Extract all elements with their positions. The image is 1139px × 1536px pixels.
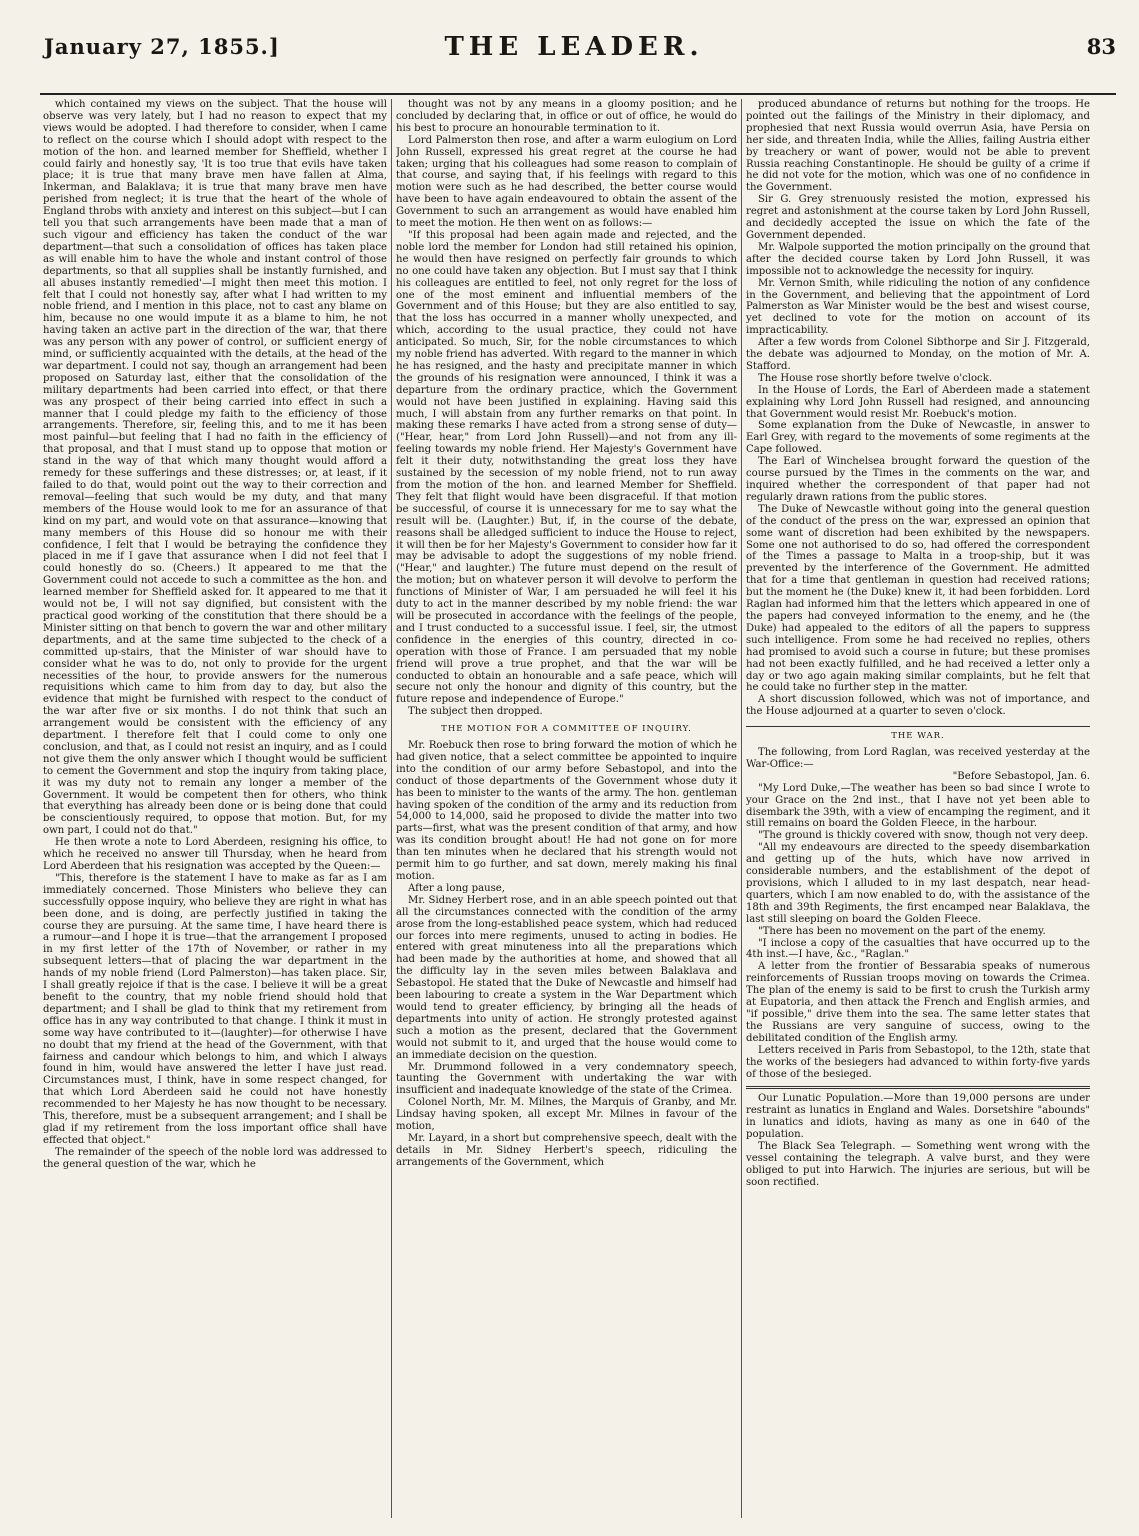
paragraph: The Black Sea Telegraph. — Something went wrong with the vessel containing the telegraph. A valve burst, and they were obliged to put into Harwich. The injuries are serious, but will be soon rectified.: [746, 1141, 1090, 1188]
paragraph: Letters received in Paris from Sebastopol, to the 12th, state that the works of the besiegers had advanced to within forty-five yards of those of the besieged.: [746, 1044, 1090, 1080]
paragraph: Colonel North, Mr. M. Milnes, the Marquis of Granby, and Mr. Lindsay having spoken, all except Mr. Milnes in favour of the motion,: [396, 1097, 737, 1133]
paragraph: Mr. Roebuck then rose to bring forward the motion of which he had given notice, that a select committee be appointed to inquire into the condition of our army before Sebastopol, and into the conduct of those departments of the Government whose duty it has been to minister to the wants of the army. The hon. gentleman having spoken of the condition of the army and its reduction from 54,000 to 14,000, said he proposed to divide the matter into two parts—first, what was the present condition of that army, and how was its condition brought about! He had not gone on for more than ten minutes when he declared that his strength would not permit him to go further, and sat down, merely making his final motion.: [396, 740, 737, 882]
paragraph: "The ground is thickly covered with snow, though not very deep.: [758, 830, 1089, 842]
dateline: "Before Sebastopol, Jan. 6.: [952, 770, 1090, 782]
section-separator: [746, 1086, 1090, 1089]
issue-date: January 27, 1855.]: [44, 34, 280, 59]
paragraph: Mr. Layard, in a short but comprehensive speech, dealt with the details in Mr. Sidney Herbert's speech, ridiculing the arrangements of the Government, which: [396, 1132, 737, 1168]
paragraph: Lord Palmerston then rose, and after a warm eulogium on Lord John Russell, expressed his great regret at the course he had taken; urging that his colleagues had some reason to complain of that course, and saying that, if his feelings with regard to this motion were such as he had described, the better course would have been to have again endeavoured to obtain the assent of the Government to such an arrangement as would have enabled him to meet the motion. He then went on as follows:—: [396, 134, 737, 230]
column-1: [43, 99, 387, 1518]
paragraph: Mr. Sidney Herbert rose, and in an able speech pointed out that all the circumstances connected with the condition of the army arose from the long-established peace system, which had reduced our forces into mere regiments, unused to acting in bodies. He entered with great minuteness into all the preparations which had been made by the authorities at home, and showed that all the difficulty lay in the seven miles between Balaklava and Sebastopol. He stated that the Duke of Newcastle and himself had been labouring to create a system in the War Department which would tend to greater efficiency, by bringing all the heads of departments into unity of action. He strongly protested against such a motion as the present, declared that the Government would not submit to it, and urged that the house would come to an immediate decision on the question.: [396, 894, 737, 1061]
paragraph: "All my endeavours are directed to the speedy disembarkation and getting up of the huts, which have now arrived in considerable numbers, and the establishment of the depot of provisions, which I alluded to in my last despatch, near head-quarters, which I am now enabled to do, with the assistance of the 18th and 39th Regiments, the first encamped near Balaklava, the last still sleeping on board the Golden Fleece.: [746, 842, 1090, 925]
paragraph: The House rose shortly before twelve o'clock.: [758, 372, 993, 384]
paragraph: The Duke of Newcastle without going into the general question of the conduct of the press on the war, expressed an opinion that some want of discretion had been exhibited by the newspapers. Some one not authorised to do so, had offered the correspondent of the Times a passage to Malta in a troop-ship, but it was prevented by the interference of the Government. He admitted that for a time that gentleman in question had received rations; but the moment he (the Duke) knew it, it had been forbidden. Lord Raglan had informed him that the letters which appeared in one of the papers had conveyed information to the enemy, and he (the Duke) had appealed to the editors of all the papers to suppress such intelligence. From some he had received no replies, others had promised to avoid such a course in future; but these promises had not been exactly fulfilled, and he had received a letter only a day or two ago again making similar complaints, but he felt that he could take no further step in the matter.: [746, 503, 1090, 694]
column-divider-1: [391, 99, 392, 1518]
newspaper-title: THE LEADER.: [444, 32, 704, 62]
column-3: [746, 99, 1090, 1518]
masthead: [30, 34, 1118, 72]
paragraph: Mr. Drummond followed in a very condemnatory speech, taunting the Government with undertaking the war with insufficient and inadequate knowledge of the state of the Crimea.: [396, 1061, 737, 1097]
paragraph: "My Lord Duke,—The weather has been so bad since I wrote to your Grace on the 2nd inst., that I have not yet been able to disembark the 39th, with a view of encamping the regiment, and it still remains on board the Golden Fleece, in the harbour.: [746, 782, 1090, 830]
paragraph: The Earl of Winchelsea brought forward the question of the course pursued by the Times in the comments on the war, and inquired whether the correspondent of that paper had not regularly drawn rations from the public stores.: [746, 456, 1090, 503]
paragraph: Some explanation from the Duke of Newcastle, in answer to Earl Grey, with regard to the movements of some regiments at the Cape followed.: [746, 420, 1090, 456]
paragraph: The remainder of the speech of the noble lord was addressed to the general question of the war, which he: [43, 1146, 387, 1170]
paragraph: Sir G. Grey strenuously resisted the motion, expressed his regret and astonishment at the course taken by Lord John Russell, and decidedly accepted the issue on which the fate of the Government depended.: [746, 194, 1090, 241]
column-divider-2: [741, 99, 742, 1518]
paragraph: "There has been no movement on the part of the enemy.: [758, 925, 1046, 937]
paragraph: A letter from the frontier of Bessarabia speaks of numerous reinforcements of Russian troops moving on towards the Crimea. The plan of the enemy is said to be first to crush the Turkish army at Eupatoria, and then attack the French and English armies, and "if possible," drive them into the sea. The same letter states that the Russians are very sanguine of success, owing to the debilitated condition of the English army.: [746, 961, 1090, 1044]
paragraph: thought was not by any means in a gloomy position; and he concluded by declaring that, in office or out of office, he would do his best to procure an honourable termination to it.: [396, 99, 737, 134]
page-number: 83: [1086, 34, 1116, 59]
paragraph: "I inclose a copy of the casualties that have occurred up to the 4th inst.—I have, &c., "Raglan.": [746, 937, 1090, 961]
paragraph: After a few words from Colonel Sibthorpe and Sir J. Fitzgerald, the debate was adjourned to Monday, on the motion of Mr. A. Stafford.: [746, 337, 1090, 372]
paragraph: Our Lunatic Population.—More than 19,000 persons are under restraint as lunatics in England and Wales. Dorsetshire "abounds" in lunatics and idiots, having as many as one in 640 of the population.: [746, 1093, 1090, 1141]
paragraph: Mr. Walpole supported the motion principally on the ground that after the decided course taken by Lord John Russell, it was impossible not to acknowledge the necessity for inquiry.: [746, 241, 1090, 277]
paragraph: produced abundance of returns but nothing for the troops. He pointed out the failings of the Ministry in their diplomacy, and prophesied that next Russia would overrun Asia, have Persia on her side, and threaten India, while the Allies, failing Austria either by treachery or want of power, would not be able to prevent Russia reaching Constantinople. He should be guilty of a crime if he did not vote for the motion, which was one of no confidence in the Government.: [746, 99, 1090, 194]
paragraph: "This, therefore is the statement I have to make as far as I am immediately concerned. Those Ministers who believe they can successfully oppose inquiry, who believe they are right in what has been done, and is doing, are perfectly justified in taking the course they are pursuing. At the same time, I have heard there is a rumour—and I hope it is true—that the arrangement I proposed in my first letter of the 17th of November, or rather in my subsequent letters—that of placing the war department in the hands of my noble friend (Lord Palmerston)—has taken place. Sir, I shall greatly rejoice if that is the case. I believe it will be a great benefit to the country, that my noble friend should hold that department; and I shall be glad to think that my retirement from office has in any way contributed to that change. I think it must in some way have contributed to it—(laughter)—for otherwise I have no doubt that my friend at the head of the Government, with that fairness and candour which belongs to him, and which I always found in him, would have answered the letter I have just read. Circumstances must, I think, have in some respect changed, for that which Lord Aberdeen said he could not have honestly recommended to her Majesty he has now thought to be necessary. This, therefore, must be a subsequent arrangement; and I shall be glad if my retirement from the loss important office shall have effected that object.": [43, 872, 387, 1146]
paragraph: In the House of Lords, the Earl of Aberdeen made a statement explaining why Lord John Russell had resigned, and announcing that Government would resist Mr. Roebuck's motion.: [746, 384, 1090, 420]
paragraph: "If this proposal had been again made and rejected, and the noble lord the member for London had still retained his opinion, he would then have resigned on perfectly fair grounds to which no one could have taken any objection. But I must say that I think his colleagues are entitled to feel, not only regret for the loss of one of the most eminent and influential members of the Government and of this House; but they are also entitled to say, that the loss has occurred in a manner wholly unexpected, and which, according to the usual practice, they could not have anticipated. So much, Sir, for the noble circumstances to which my noble friend has adverted. With regard to the manner in which he has resigned, and the hasty and precipitate manner in which the grounds of his resignation were announced, I think it was a departure from the ordinary practice, which the Government would not have been justified in explaining. Having said this much, I will abstain from any further remarks on that point. In making these remarks I have acted from a strong sense of duty—("Hear, hear," from Lord John Russell)—and not from any ill-feeling towards my noble friend. Her Majesty's Government have felt it their duty, notwithstanding the great loss they have sustained by the secession of my noble friend, not to run away from the motion of the hon. and learned Member for Sheffield. They felt that flight would have been disgraceful. If that motion be successful, of course it is unnecessary for me to say what the result will be. (Laughter.) But, if, in the course of the debate, reasons shall be alledged sufficient to induce the House to reject, it will then be for her Majesty's Government to consider how far it may be advisable to adopt the suggestions of my noble friend. ("Hear," and laughter.) The future must depend on the result of the motion; but on whatever person it will devolve to perform the functions of Minister of War, I am persuaded he will feel it his duty to act in the manner described by my noble friend: the war will be prosecuted in accordance with the feelings of the people, and I trust conducted to a successful issue. I feel, sir, the utmost confidence in the energies of this country, directed in co-operation with those of France. I am persuaded that my noble friend will prove a true prophet, and that the war will be conducted to obtain an honourable and a safe peace, which will secure not only the honour and dignity of this country, but the future repose and independence of Europe.": [396, 229, 737, 706]
section-heading-inquiry: THE MOTION FOR A COMMITTEE OF INQUIRY.: [441, 724, 692, 735]
paragraph: The subject then dropped.: [408, 706, 543, 718]
column-2: [396, 99, 737, 1518]
paragraph: The following, from Lord Raglan, was received yesterday at the War-Office:—: [746, 747, 1090, 770]
section-heading-war: THE WAR.: [746, 726, 1090, 743]
paragraph: which contained my views on the subject. That the house will observe was very lately, but I had no reason to expect that my views would be adopted. I had therefore to consider, when I came to reflect on the course which I should adopt with respect to the motion of the hon. and learned member for Sheffield, whether I could fairly and honestly say, 'It is too true that evils have taken place; it is true that many brave men have fallen at Alma, Inkerman, and Balaklava; it is true that many brave men have perished from neglect; it is true that the heart of the whole of England throbs with anxiety and interest on this subject—but I can tell you that such arrangements have been made that a man of such vigour and efficiency has taken the conduct of the war department—that such a consolidation of offices has taken place as will enable him to have the whole and instant control of those departments, so that all supplies shall be instantly furnished, and all abuses instantly remedied'—I might then meet this motion. I felt that I could not honestly say, after what I had written to my noble friend, and I mention in this place, not to cast any blame on him, because no one would impute it as a blame to him, he not having taken an active part in the direction of the war, that there was any person with any power of control, or sufficient energy of mind, or sufficiently acquainted with the details, at the head of the war department. I could not say, though an arrangement had been proposed on Saturday last, either that the consolidation of the military departments had been carried into effect, or that there was any prospect of their being carried into effect in such a manner that I could pledge my faith to the efficiency of those arrangements. Therefore, sir, feeling this, and to me it has been most painful—but feeling that I had no faith in the efficiency of that proposal, and that I must stand up to oppose that motion or stand in the way of that which many thought would afford a remedy for these sufferings and these distresses; or, at least, if it failed to do that, would point out the way to their correction and removal—feeling that such would be my duty, and that many members of the House would look to me for an assurance of that kind on my part, and would vote on that assurance—knowing that many members of this House did so honour me with their confidence, I felt that I would be betraying the confidence they placed in me if I gave that assurance when I did not feel that I could honestly do so. (Cheers.) It appeared to me that the Government could not accede to such a committee as the hon. and learned member for Sheffield asked for. It appeared to me that it would not be, I will not say dignified, but consistent with the practical good working of the constitution that there should be a Minister sitting on that bench to govern the war and other military departments, and at the same time subjected to the check of a committed up-stairs, that the Minister of war should have to consider what he was to do, not only to provide for the urgent necessities of the hour, to provide answers for the numerous requisitions which came to him from day to day, but also the evidence that might be furnished with respect to the conduct of the war after five or six months. I do not think that such an arrangement would be consistent with the efficiency of any department. I therefore felt that I could come to only one conclusion, and that, as I could not resist an inquiry, and as I could not give them the only answer which I thought would be sufficient to cement the Government and stop the inquiry from taking place, it was my duty not to remain any longer a member of the Government. It would be competent then for others, who think that everything has already been done or is being done that could be conscientiously required, to oppose that motion. But, for my own part, I could not do that.": [43, 99, 387, 837]
paragraph: A short discussion followed, which was not of importance, and the House adjourned at a quarter to seven o'clock.: [746, 694, 1090, 718]
paragraph: Mr. Vernon Smith, while ridiculing the notion of any confidence in the Government, and believing that the appointment of Lord Palmerston as War Minister would be the best and wisest course, yet declined to vote for the motion on account of its impracticability.: [746, 277, 1090, 337]
paragraph: After a long pause,: [408, 882, 505, 894]
paragraph: He then wrote a note to Lord Aberdeen, resigning his office, to which he received no answer till Thursday, when he heard from Lord Aberdeen that his resignation was accepted by the Queen:—: [43, 837, 387, 872]
header-rule: [40, 93, 1116, 95]
